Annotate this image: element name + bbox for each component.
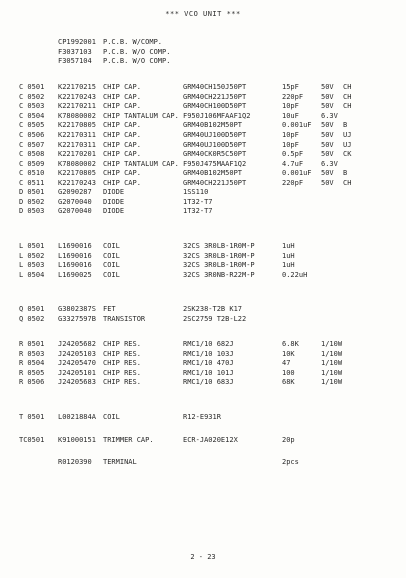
parts-row <box>0 369 406 379</box>
cell-desc: CHIP RES. <box>103 359 141 368</box>
cell-part: CP1992001 <box>58 38 96 46</box>
parts-row <box>0 57 406 67</box>
cell-part: R0120390 <box>58 458 92 466</box>
cell-spec: GRM40CH221J50PT <box>183 92 247 101</box>
cell-desc: CHIP TANTALUM CAP. <box>103 111 179 120</box>
cell-rate: 50V <box>321 92 334 101</box>
cell-ref: D 0501 <box>19 188 45 196</box>
cell-desc: CHIP RES. <box>103 368 141 377</box>
cell-val: 68K <box>282 378 295 387</box>
cell-ref: R 0506 <box>19 378 45 387</box>
parts-row <box>0 207 406 217</box>
cell-part: L1690016 <box>58 251 92 260</box>
cell-val: 10pF <box>282 140 299 149</box>
cell-ref: C 0503 <box>19 102 45 111</box>
cell-desc: TRANSISTOR <box>103 314 146 323</box>
cell-spec: GRM40CK0R5C50PT <box>183 150 247 159</box>
cell-part: K22170311 <box>58 140 96 149</box>
parts-row <box>0 261 406 271</box>
cell-val: 10K <box>282 349 295 358</box>
parts-row <box>0 198 406 208</box>
trimmer-group <box>0 436 406 446</box>
cell-ref: R 0504 <box>19 359 45 368</box>
cell-desc: CHIP CAP. <box>103 83 141 91</box>
cell-spec: GRM40B102M50PT <box>183 169 243 178</box>
cell-tol: CH <box>343 102 352 111</box>
cell-part: L1690025 <box>58 270 92 279</box>
diode-group <box>0 188 406 217</box>
cell-rate: 50V <box>321 83 334 91</box>
cell-spec: 32CS 3R0NB-R22M-P <box>183 270 255 279</box>
cell-ref: R 0503 <box>19 349 45 358</box>
cell-spec: 1T32-T7 <box>183 207 213 216</box>
cell-ref: L 0504 <box>19 270 45 279</box>
cell-val: 6.8K <box>282 340 299 348</box>
cell-desc: DIODE <box>103 188 125 196</box>
cell-rate: 50V <box>321 140 334 149</box>
parts-row <box>0 378 406 388</box>
cell-part: K22170201 <box>58 150 96 159</box>
parts-row <box>0 93 406 103</box>
cell-ref: D 0502 <box>19 197 45 206</box>
cell-part: L1690016 <box>58 242 92 250</box>
cell-desc: CHIP RES. <box>103 340 141 348</box>
cell-part: K78080002 <box>58 159 96 168</box>
cell-spec: RMC1/10 683J <box>183 378 234 387</box>
cell-ref: C 0502 <box>19 92 45 101</box>
cell-spec: 1SS110 <box>183 188 209 196</box>
page-number: 2 - 23 <box>190 553 216 561</box>
cell-desc: TERMINAL <box>103 458 137 466</box>
cell-ref: Q 0502 <box>19 314 45 323</box>
cell-spec: R12-E931R <box>183 413 221 421</box>
parts-row <box>0 160 406 170</box>
cell-spec: GRM40UJ100D50PT <box>183 140 247 149</box>
cell-spec: GRM40B102M50PT <box>183 121 243 130</box>
cell-part: K22170805 <box>58 121 96 130</box>
cell-desc: COIL <box>103 251 120 260</box>
cell-ref: C 0508 <box>19 150 45 159</box>
cell-spec: GRM40CH221J50PT <box>183 178 247 187</box>
cell-val: 2pcs <box>282 458 299 466</box>
cell-part: K22170211 <box>58 102 96 111</box>
cell-ref: T 0501 <box>19 413 45 421</box>
cell-rate: 1/10W <box>321 368 343 377</box>
cell-ref: D 0503 <box>19 207 45 216</box>
cell-val: 20p <box>282 436 295 444</box>
cell-part: K22170215 <box>58 83 96 91</box>
cell-desc: CHIP CAP. <box>103 130 141 139</box>
cell-val: 1uH <box>282 251 295 260</box>
cell-tol: CH <box>343 178 352 187</box>
cell-val: 1uH <box>282 242 295 250</box>
cell-desc: CHIP CAP. <box>103 121 141 130</box>
cell-part: J24205470 <box>58 359 96 368</box>
cell-ref: C 0507 <box>19 140 45 149</box>
parts-row <box>0 271 406 281</box>
parts-row <box>0 305 406 315</box>
parts-row <box>0 340 406 350</box>
cell-spec: 2SK238-T2B K17 <box>183 305 243 313</box>
parts-row <box>0 121 406 131</box>
page-title: *** VCO UNIT *** <box>165 10 241 18</box>
cell-val: 47 <box>282 359 291 368</box>
parts-row <box>0 242 406 252</box>
cell-ref: C 0504 <box>19 111 45 120</box>
cell-val: 10pF <box>282 130 299 139</box>
cell-desc: CHIP CAP. <box>103 178 141 187</box>
cell-desc: COIL <box>103 261 120 270</box>
t-coil-group <box>0 413 406 423</box>
cell-desc: CHIP CAP. <box>103 102 141 111</box>
cell-tol: UJ <box>343 130 352 139</box>
cell-rate: 1/10W <box>321 378 343 387</box>
cell-val: 0.5pF <box>282 150 304 159</box>
cell-desc: DIODE <box>103 197 125 206</box>
cell-rate: 6.3V <box>321 159 338 168</box>
cell-desc: CHIP RES. <box>103 378 141 387</box>
cell-part: J24205683 <box>58 378 96 387</box>
cell-tol: B <box>343 121 348 130</box>
cell-val: 0.22uH <box>282 270 308 279</box>
cell-desc: COIL <box>103 242 120 250</box>
cell-spec: 2SC2759 T2B-L22 <box>183 314 247 323</box>
cell-spec: 32CS 3R0LB-1R0M-P <box>183 251 255 260</box>
cell-part: F3057104 <box>58 57 92 66</box>
cell-tol: B <box>343 169 348 178</box>
cell-spec: RMC1/10 470J <box>183 359 234 368</box>
cell-desc: CHIP CAP. <box>103 92 141 101</box>
cell-desc: P.C.B. W/O COMP. <box>103 47 171 56</box>
cell-rate: 50V <box>321 169 334 178</box>
cell-spec: 1T32-T7 <box>183 197 213 206</box>
parts-row <box>0 141 406 151</box>
parts-row <box>0 458 406 468</box>
cell-part: K22170805 <box>58 169 96 178</box>
cell-part: L1690016 <box>58 261 92 270</box>
cell-val: 10uF <box>282 111 299 120</box>
cell-desc: DIODE <box>103 207 125 216</box>
cell-part: J24205103 <box>58 349 96 358</box>
cell-ref: L 0501 <box>19 242 45 250</box>
cell-rate: 50V <box>321 121 334 130</box>
cell-part: G2090287 <box>58 188 92 196</box>
cell-val: 100 <box>282 368 295 377</box>
cell-ref: C 0506 <box>19 130 45 139</box>
cell-ref: L 0503 <box>19 261 45 270</box>
cell-ref: R 0505 <box>19 368 45 377</box>
cell-ref: Q 0501 <box>19 305 45 313</box>
cell-val: 0.001uF <box>282 169 312 178</box>
parts-row <box>0 48 406 58</box>
cell-desc: COIL <box>103 413 120 421</box>
cell-val: 10pF <box>282 102 299 111</box>
cell-spec: RMC1/10 682J <box>183 340 234 348</box>
cell-desc: CHIP CAP. <box>103 150 141 159</box>
cell-part: J24205682 <box>58 340 96 348</box>
cell-spec: GRM40CH100D50PT <box>183 102 247 111</box>
cell-val: 0.001uF <box>282 121 312 130</box>
cell-desc: CHIP CAP. <box>103 169 141 178</box>
parts-row <box>0 38 406 48</box>
parts-row <box>0 169 406 179</box>
cell-tol: UJ <box>343 140 352 149</box>
parts-row <box>0 112 406 122</box>
cell-ref: C 0510 <box>19 169 45 178</box>
parts-row <box>0 131 406 141</box>
cell-part: G3802387S <box>58 305 96 313</box>
cell-rate: 50V <box>321 150 334 159</box>
cell-rate: 50V <box>321 102 334 111</box>
cell-spec: F950J106MFAAF1Q2 <box>183 111 251 120</box>
parts-row <box>0 315 406 325</box>
cell-ref: C 0501 <box>19 83 45 91</box>
parts-row <box>0 359 406 369</box>
cell-ref: TC0501 <box>19 436 45 444</box>
resistor-group <box>0 340 406 388</box>
cell-ref: L 0502 <box>19 251 45 260</box>
terminal-group <box>0 458 406 468</box>
cell-part: G2070040 <box>58 197 92 206</box>
cell-desc: CHIP TANTALUM CAP. <box>103 159 179 168</box>
parts-row <box>0 413 406 423</box>
cell-part: K22170243 <box>58 92 96 101</box>
cell-part: K78080002 <box>58 111 96 120</box>
cell-spec: 32CS 3R0LB-1R0M-P <box>183 242 255 250</box>
cell-ref: C 0511 <box>19 178 45 187</box>
cell-rate: 50V <box>321 178 334 187</box>
parts-row <box>0 350 406 360</box>
cell-spec: F950J475MAAF1Q2 <box>183 159 247 168</box>
cell-rate: 50V <box>321 130 334 139</box>
cell-val: 15pF <box>282 83 299 91</box>
parts-row <box>0 83 406 93</box>
parts-row <box>0 436 406 446</box>
cell-desc: CHIP RES. <box>103 349 141 358</box>
cell-part: G3327597B <box>58 314 96 323</box>
cell-rate: 1/10W <box>321 359 343 368</box>
cell-spec: ECR-JA020E12X <box>183 436 238 444</box>
cell-part: L0021884A <box>58 413 96 421</box>
capacitor-group <box>0 83 406 189</box>
cell-desc: TRIMMER CAP. <box>103 436 154 444</box>
cell-ref: C 0509 <box>19 159 45 168</box>
cell-desc: CHIP CAP. <box>103 140 141 149</box>
transistor-group <box>0 305 406 324</box>
parts-row <box>0 188 406 198</box>
cell-spec: RMC1/10 101J <box>183 368 234 377</box>
cell-rate: 1/10W <box>321 349 343 358</box>
cell-val: 220pF <box>282 92 304 101</box>
parts-row <box>0 102 406 112</box>
cell-desc: P.C.B. W/O COMP. <box>103 57 171 66</box>
cell-spec: GRM40CH150J50PT <box>183 83 247 91</box>
cell-part: F3037103 <box>58 47 92 56</box>
cell-tol: CK <box>343 150 352 159</box>
cell-spec: RMC1/10 103J <box>183 349 234 358</box>
cell-part: K22170311 <box>58 130 96 139</box>
cell-ref: R 0501 <box>19 340 45 348</box>
pcb-header-group <box>0 38 406 67</box>
cell-val: 1uH <box>282 261 295 270</box>
coil-group <box>0 242 406 280</box>
cell-part: K91000151 <box>58 436 96 444</box>
parts-row <box>0 252 406 262</box>
cell-desc: FET <box>103 305 116 313</box>
cell-spec: GRM40UJ100D50PT <box>183 130 247 139</box>
cell-tol: CH <box>343 83 352 91</box>
cell-part: J24205101 <box>58 368 96 377</box>
cell-tol: CH <box>343 92 352 101</box>
cell-part: K22170243 <box>58 178 96 187</box>
parts-row <box>0 150 406 160</box>
cell-ref: C 0505 <box>19 121 45 130</box>
cell-rate: 6.3V <box>321 111 338 120</box>
cell-spec: 32CS 3R0LB-1R0M-P <box>183 261 255 270</box>
cell-val: 220pF <box>282 178 304 187</box>
cell-part: G2070040 <box>58 207 92 216</box>
cell-val: 4.7uF <box>282 159 304 168</box>
cell-desc: COIL <box>103 270 120 279</box>
cell-desc: P.C.B. W/COMP. <box>103 38 163 46</box>
cell-rate: 1/10W <box>321 340 343 348</box>
